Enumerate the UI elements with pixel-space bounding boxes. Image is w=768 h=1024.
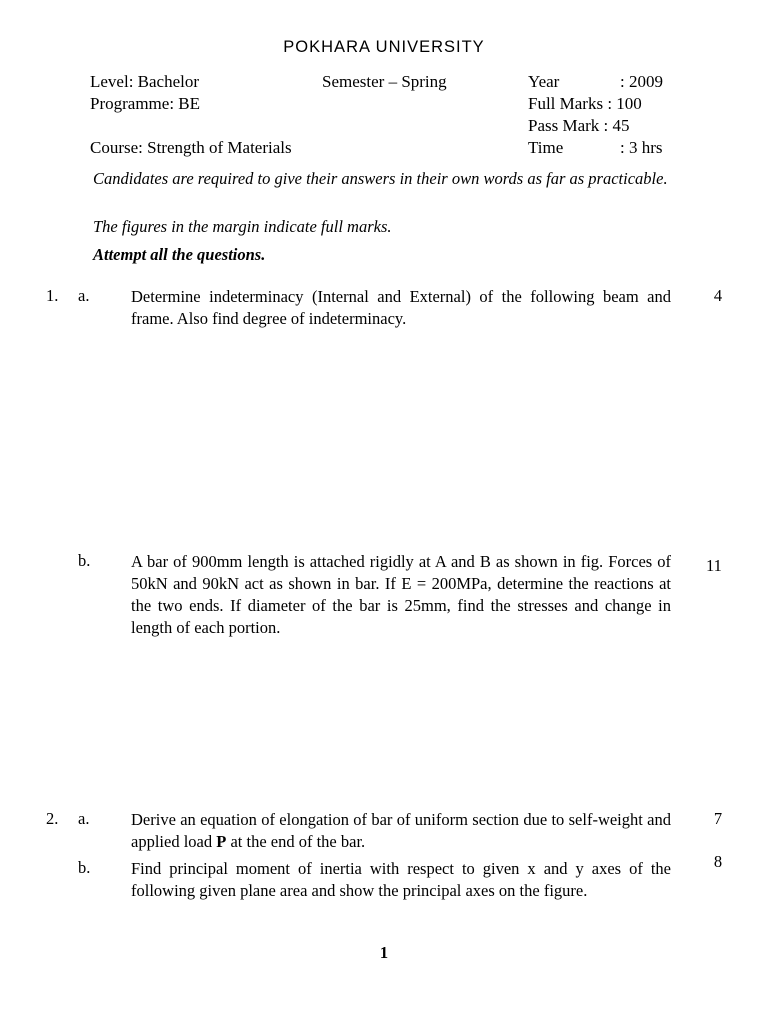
load-symbol: P — [216, 832, 227, 851]
semester-text: Semester – Spring — [322, 72, 447, 91]
pass-mark-text: Pass Mark : 45 — [528, 116, 630, 135]
marks-value: 7 — [713, 809, 723, 828]
marks-value: 8 — [713, 852, 723, 871]
question-number: 1. — [46, 286, 59, 305]
question-number: 2. — [46, 809, 59, 828]
part-label: a. — [78, 809, 90, 828]
question-text: A bar of 900mm length is attached rigidly at A and B as shown in fig. Forces of 50kN and 90kN act as shown in bar. If E = 200MPa, determine the reactions at the two ends. If diameter of the bar is 25mm, find the stresses and change in length of each portion. — [131, 552, 671, 637]
marks-value: 4 — [713, 286, 723, 305]
instruction-words: Candidates are required to give their answers in their own words as far as practicable. — [93, 169, 668, 188]
university-title: POKHARA UNIVERSITY — [283, 38, 485, 56]
question-text — [131, 809, 671, 853]
part-label: a. — [78, 286, 90, 305]
question-text-end: at the end of the bar. — [226, 832, 366, 851]
question-text: Find principal moment of inertia with respect to given x and y axes of the following given plane area and show the principal axes on the figure. — [131, 859, 671, 900]
page-number: 1 — [379, 943, 389, 962]
marks-value: 11 — [706, 556, 722, 575]
part-label: b. — [78, 858, 91, 877]
question-text: Determine indeterminacy (Internal and External) of the following beam and frame. Also find degree of indeterminacy. — [131, 287, 671, 328]
year-label: Year — [528, 72, 560, 91]
level-text: Level: Bachelor — [90, 72, 200, 91]
part-label: b. — [78, 551, 91, 570]
programme-text: Programme: BE — [90, 94, 201, 113]
time-value: : 3 hrs — [620, 138, 663, 157]
instruction-marks: The figures in the margin indicate full marks. — [93, 217, 392, 236]
time-label: Time — [528, 138, 564, 157]
question-text-start: Derive an equation of elongation of bar of uniform section due to self-weight and applied load — [131, 810, 671, 851]
instruction-attempt: Attempt all the questions. — [93, 245, 266, 264]
full-marks-text: Full Marks : 100 — [528, 94, 642, 113]
course-text: Course: Strength of Materials — [90, 138, 292, 157]
year-value: : 2009 — [620, 72, 663, 91]
